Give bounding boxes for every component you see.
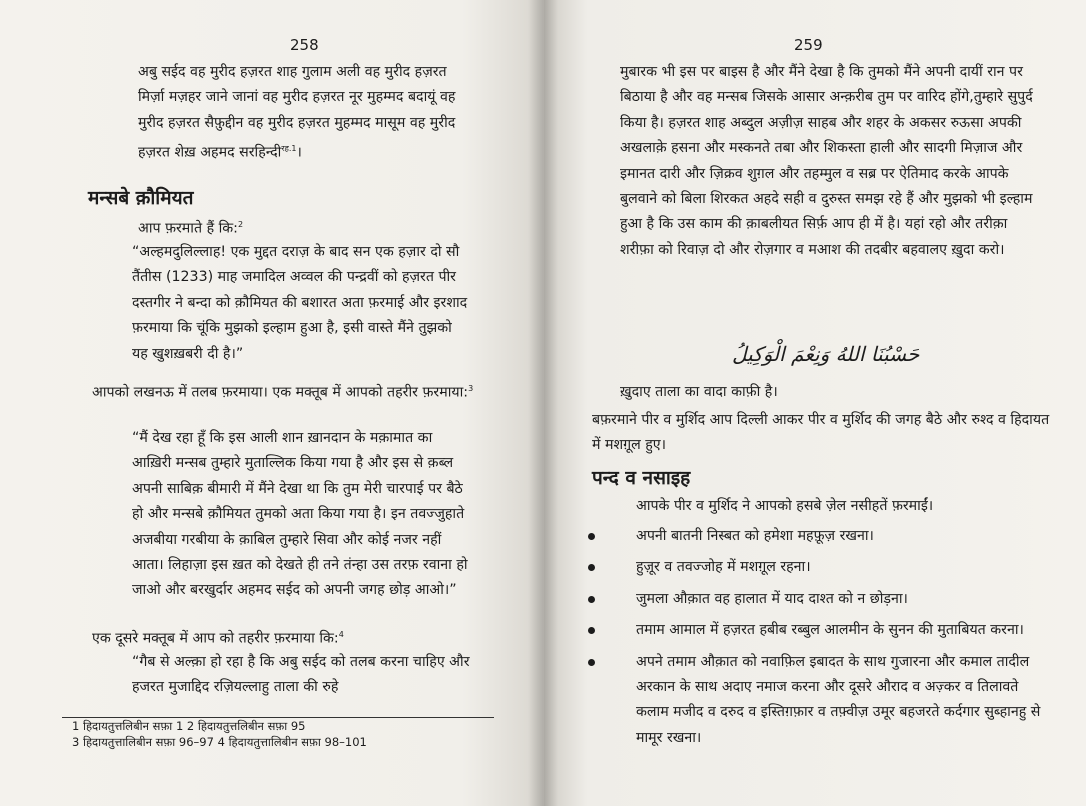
- bullet-icon: [588, 533, 595, 540]
- list-item-text: अपनी बातनी निस्बत को हमेशा महफ़ूज़ रखना।: [636, 528, 874, 544]
- list-item: [588, 587, 1048, 612]
- bullet-icon: [588, 659, 595, 666]
- intro-paragraph: [138, 60, 468, 166]
- translation: ख़ुदाए ताला का वादा काफ़ी है।: [620, 384, 778, 400]
- intro-line: [138, 212, 468, 242]
- footnote-ref: 3: [468, 384, 474, 393]
- advice-intro: आपके पीर व मुर्शिद ने आपको हसबे ज़ेल नसीहतें फ़रमाईं।: [636, 498, 934, 514]
- list-item-text: हुज़ूर व तवज्जोह में मशग़ूल रहना।: [636, 559, 811, 576]
- bullet-icon: [588, 596, 595, 603]
- footnote: 3 हिदायतुत्तालिबीन सफ़ा 96–97 4 हिदायतुत्तालिबीन सफ़ा 98–101: [72, 735, 367, 749]
- advice-list: [588, 524, 1048, 757]
- bullet-icon: [588, 627, 595, 634]
- intro-end: ।: [296, 144, 302, 161]
- section-heading: मन्सबे क़ौमियत: [88, 187, 194, 209]
- page-number: 258: [290, 36, 319, 54]
- quote-block: “गैब से अल्क़ा हो रहा है कि अबु सईद को तलब करना चाहिए और हजरत मुजाद्दिद रज़ियल्लाहु ताला की रुहे: [132, 654, 470, 696]
- paragraph: [92, 376, 488, 406]
- paragraph-text: आपको लखनऊ में तलब फ़रमाया। एक मक्तूब में आपको तहरीर फ़रमाया:: [92, 384, 469, 401]
- paragraph: बफ़रमाने पीर व मुर्शिद आप दिल्ली आकर पीर व मुर्शिद की जगह बैठे और रुश्द व हिदायत में मशग़ूल हुए।: [592, 412, 1050, 454]
- quote-block: “अल्हमदुलिल्लाह! एक मुद्दत दराज़ के बाद सन एक हज़ार दो सौ तैंतीस (1233) माह जमादिल अव्वल की पन्द्रवीं को हज़रत पीर दस्तगीर ने बन्दा को क़ौमियत की बशारत अता फ़रमाई और इरशाद फ़रमाया कि चूंकि मुझको इल्हाम हुआ है, इसी वास्ते मैंने तुझको यह खुशख़बरी दी है।”: [132, 244, 468, 362]
- right-page: [544, 0, 1086, 806]
- footnote-ref: 2: [237, 220, 244, 229]
- book-gutter: [528, 0, 558, 806]
- intro-line-text: आप फ़रमाते हैं कि:: [138, 220, 238, 237]
- list-item: [588, 650, 1048, 752]
- page-number: 259: [794, 36, 823, 54]
- intro-text: अबु सईद वह मुरीद हज़रत शाह गुलाम अली वह मुरीद हज़रत मिर्ज़ा मज़हर जाने जानां वह मुरीद हज़रत नूर मुहम्मद बदायूं वह मुरीद हज़रत सैफ़ुद्दीन वह मुरीद हज़रत मुहम्मद मासूम वह मुरीद हज़रत शेख़ अहमद सरहिन्दी: [138, 64, 456, 161]
- list-item: [588, 524, 1048, 549]
- footnote: 1 हिदायतुत्तलिबीन सफ़ा 1 2 हिदायतुत्तलिबीन सफ़ा 95: [72, 719, 306, 733]
- list-item-text: तमाम आमाल में हज़रत हबीब रब्बुल आलमीन के सुनन की मुताबियत करना।: [636, 622, 1024, 639]
- arabic-verse: حَسْبُنَا اللهُ وَنِعْمَ الْوَكِيلُ: [732, 342, 920, 366]
- section-heading: पन्द व नसाइह: [592, 467, 691, 489]
- footnote-divider: [62, 717, 494, 718]
- paragraph-text: एक दूसरे मक्तूब में आप को तहरीर फ़रमाया कि:: [92, 630, 339, 647]
- list-item: [588, 618, 1048, 643]
- list-item-text: जुमला औक़ात वह हालात में याद दाश्त को न छोड़ना।: [636, 590, 908, 607]
- footnote-ref: 4: [338, 630, 344, 639]
- list-item: [588, 555, 1048, 580]
- footnote-ref: रह.1: [281, 144, 297, 154]
- quote-block: “मैं देख रहा हूँ कि इस आली शान ख़ानदान के मक़ामात का आख़िरी मन्सब तुम्हारे मुताल्लिक किया गया है और इस से क़ब्ल अपनी साबिक़ बीमारी में मैंने देखा था कि तुम मेरी चारपाई पर बैठे हो और मन्सबे क़ौमियत तुमको अता किया गया है। इन तवज्जुहाते अजबीया गरबीया के क़ाबिल तुम्हारे सिवा और कोई नजर नहीं आता। लिहाज़ा इस ख़त को देखते ही तने तंन्हा उस तरफ़ रवाना हो जाओ और बरखुर्दार अहमद सईद को अपनी जगह छोड़ आओ।”: [132, 430, 468, 599]
- bullet-icon: [588, 564, 595, 571]
- paragraph: [92, 622, 488, 652]
- paragraph: मुबारक भी इस पर बाइस है और मैंने देखा है कि तुमको मैंने अपनी दायीं रान पर बिठाया है और वह मन्सब जिसके आसार अन्क़रीब तुम पर वारिद होंगे,तुम्हारे सुपुर्द किया है। हज़रत शाह अब्दुल अज़ीज़ साहब और शहर के अकसर रुऊसा अपकी अखलाक़े हसना और मस्कनते तबा और शिकस्ता हाली और सादगी मिज़ाज और इमानत दारी और ज़िक्रव शुग़ल और तहम्मुल व सब्र पर ऐतिमाद करके आपके बुलवाने को बिला शिरकत अहदे सही व दुरुस्त समझ रहे हैं और मुझको भी इल्हाम हुआ है कि उस काम की क़ाबलीयत सिर्फ़ आप ही में है। यहां रहो और तरीक़ा शरीफ़ा को रिवाज़ दो और रोज़गार व मआश की तदबीर बहवालए ख़ुदा करो।: [620, 64, 1033, 258]
- list-item-text: अपने तमाम औक़ात को नवाफ़िल इबादत के साथ गुजारना और कमाल तादील अरकान के साथ अदाए नमाज करना और दूसरे औराद व अज़्कर व तिलावते कलाम मजीद व दरुद व इस्तिग़फ़ार व तफ़्वीज़ उमूर बहजरते कर्दगार सुब्हानहु से मामूर रखना।: [636, 653, 1041, 746]
